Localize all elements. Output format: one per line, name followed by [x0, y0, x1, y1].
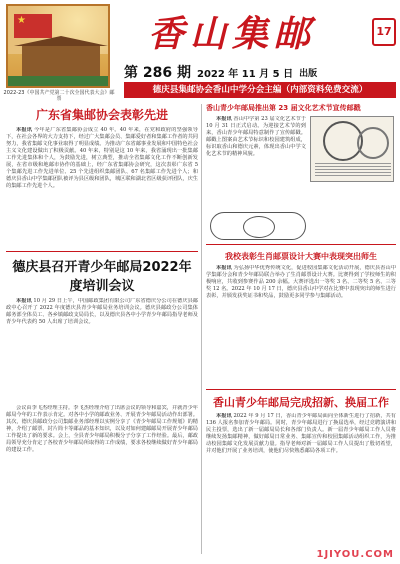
article-2-lead: 本报讯 [16, 298, 32, 304]
article-r1-wrap [206, 116, 396, 240]
article-2-body-continued: 会议由李飞杰经理主持。李飞杰经理介绍了出席会议的领导和嘉宾，并就青少年邮局今年的工作表示肯定。对各中小学的邮政业务、开展青少年邮局活动作出部署。其次，德庆县邮政分公司集邮业务部经理以实例分享了《青少年邮局工作规划》的精神，介绍了邮票、封片简卡等邮品的基本知识，以及对如何建邮邮局开展青少年邮局工作提出了新的要求。会上，全县青少年邮局积极分子分享了工作经验。最后，邮政局领导充分肯定了各校青少年邮局所取得的工作成绩，要求各校继续做好青少年邮局的建设工作。 [6, 405, 198, 453]
festival-poster-image [310, 116, 394, 182]
article-r1-body [206, 116, 306, 212]
article-r2-lead: 本报讯 [216, 265, 232, 271]
article-r3-body [206, 413, 396, 564]
article-r2-text: 为弘扬中华优秀传统文化，促进校园集邮文化活动开展，德庆县香山中学集邮分会和青少年邮局联合举办了生肖邮票设计大赛。比赛得到了学校师生的积极响应，共收到参赛作品 200 余幅。大赛评选出一等奖 3 名、二等奖 5 名、三等奖 12 名。2022 年 10 月 17 日，德庆县香山中学对在比赛中表现突出的师生进行表彰，并颁发获奖证书和奖品，鼓励更多同学参与集邮活动。 [206, 265, 396, 299]
section-divider [206, 244, 396, 245]
stamp-ground [8, 76, 108, 86]
article-r1-text: 香山中学第 23 届文化艺术节于 10 月 31 日正式启动。为迎接艺术节的到来，香山青少年邮局特意制作了宣传邮戳。邮戳上图案由艺术节标识和校园建筑组成，标识取香山和德庆元素，体现出香山中学文化艺术节的精神风貌。 [206, 116, 306, 157]
commemorative-stamp-image [6, 4, 110, 88]
issue-line [124, 64, 396, 80]
article-1-lead: 本报讯 [16, 127, 33, 133]
article-2-body [6, 298, 198, 404]
masthead [0, 0, 400, 102]
site-watermark: 1JIYOU.COM [316, 549, 394, 560]
article-1-title: 广东省集邮协会表彰先进 [35, 108, 168, 122]
article-1-body [6, 127, 198, 247]
article-r3-title: 香山青少年邮局完成招新、换届工作 [213, 396, 389, 409]
postmark-image [210, 212, 306, 240]
flag-icon [14, 14, 52, 38]
article-r1-lead: 本报讯 [216, 116, 232, 122]
left-column [6, 104, 198, 501]
article-r2-title: 我校表彰生肖邮票设计大赛中表现突出师生 [225, 252, 377, 261]
article-r2-body [206, 265, 396, 385]
section-divider [206, 389, 396, 390]
section-divider [6, 251, 198, 252]
issue-number: 第 286 期 [124, 65, 191, 81]
article-r3-lead: 本报讯 [216, 413, 232, 419]
article-r3-text: 2022 年 9 月 17 日，香山青少年邮局面向全体新生进行了招新，共有 136 人报名参加青少年邮局。同时，青少年邮局进行了换届选举，经过竞聘演讲和民主投票，选出了新一届邮局局长和各部门负责人。新一届青少年邮局工作人员将继续发扬集邮精神，做好邮局日常业务、集邮宣传和校园集邮活动组织工作，为推动校园集邮文化发展贡献力量。指导老师对新一届邮局工作人员提出了殷切希望，并对他们开展了业务培训，使他们尽快熟悉邮局各项工作。 [206, 413, 396, 454]
seal-badge: 17 [372, 18, 396, 46]
article-2-title: 德庆县召开青少年邮局2022年度培训会议 [12, 260, 192, 294]
newspaper-title: 香山集邮 [148, 13, 317, 55]
publisher-banner: 德庆县集邮协会香山中学分会主编（内部资料免费交流） [124, 82, 396, 98]
column-divider [201, 104, 202, 554]
issue-date: 2022 年 11 月 5 日 [196, 68, 294, 80]
article-r1-title: 香山青少年邮局推出第 23 届文化艺术节宣传邮戳 [206, 104, 361, 112]
stamp-caption: 2022-23《中国共产党第二十次全国代表大会》邮票 [3, 90, 115, 102]
issue-edition: 出版 [299, 68, 318, 79]
right-column [206, 104, 396, 564]
logo-ring-icon [357, 127, 389, 159]
great-hall-icon [22, 46, 100, 76]
article-1-text: 今年是广东省集邮协会成立 40 年。40 年来，在党和政府的坚强领导下，在社会各界的大力支持下，经过广大集邮会员、集邮爱好者和集邮工作者的共同努力，我省集邮文化事业取得了明显成绩。为推动广东省邮事业发展和中国特色社会主义文化建设做出了积极贡献。40 年来，特别是这 10 年来，我省涌现出一批集邮工作先进集体和个人，为鼓励先进，树立典型，推动全省集邮文化工作不断创新发展，在省市级和地邮市协作的基础上，经广东省集邮协会研究，这次表彰广东省 5 个集邮先进工作先进单位、25 个先进组织集邮团队、67 名集邮工作先进个人；和德庆县香山中学集邮团队被评为县区级和团队，城区联和湖北省区级获评团队，庆生的集邮工作先进个人。 [6, 127, 198, 189]
poster-text-lines [315, 163, 391, 177]
article-2-text: 10 月 29 日上午，中国邮政集团有限公司广东省德庆分公司在德庆县邮政中心召开了 2022 年度德庆县青少年邮局业务培训会议。德庆县邮政分公司集体邮务部全体员工、各乡镇邮政支局局长，以及德庆县各中小学青少年邮局指导老师及青少年代表约 50 人出席了培训会议。 [6, 298, 198, 325]
